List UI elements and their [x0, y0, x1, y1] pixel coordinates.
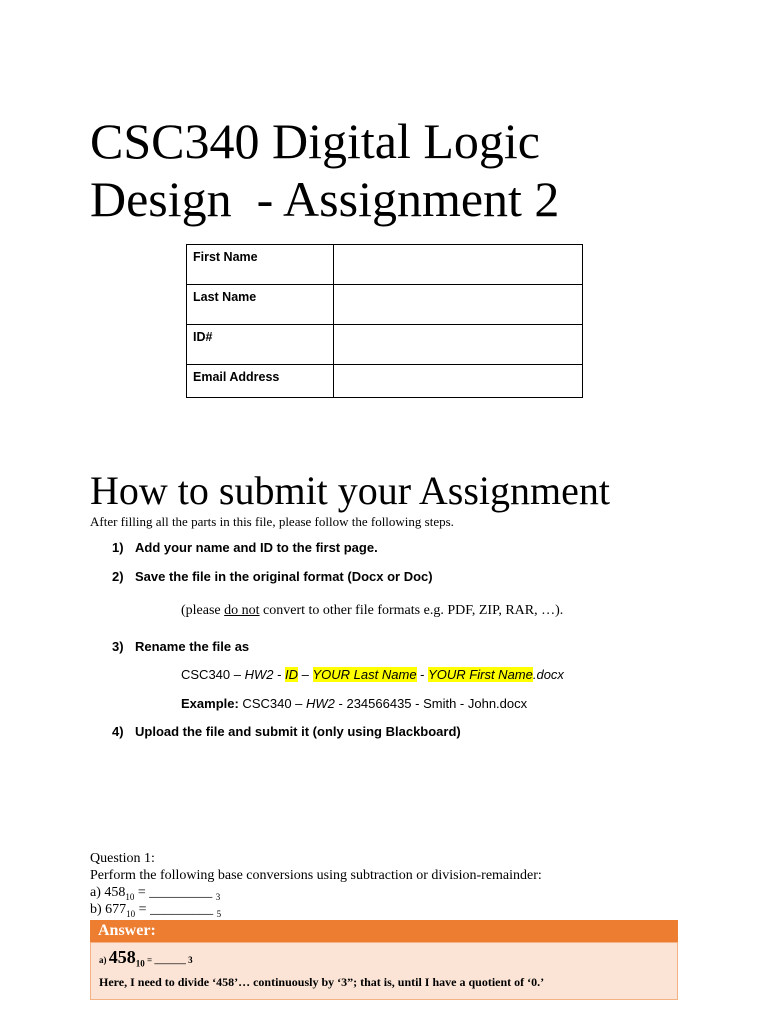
part-text: b) 677: [90, 902, 127, 917]
student-info-table: [186, 244, 583, 398]
step-number: 2): [112, 569, 124, 584]
filename-template: [181, 667, 564, 682]
example-part: HW2: [306, 696, 335, 711]
filename-part: -: [416, 667, 429, 682]
part-text: = _________: [134, 885, 216, 900]
table-row: [187, 325, 583, 365]
note-text: (please: [181, 603, 225, 618]
last-name-field[interactable]: [334, 285, 583, 325]
step-4: [112, 724, 461, 739]
answer-label: a): [99, 955, 109, 965]
step-number: 1): [112, 540, 124, 555]
question-prompt: Perform the following base conversions using subtraction or division-remainder:: [90, 868, 542, 883]
example-label: Example:: [181, 696, 239, 711]
step-text: Save the file in the original format (Docx or Doc): [135, 569, 433, 584]
filename-firstname-highlight: YOUR First Name: [428, 667, 533, 682]
last-name-label: Last Name: [187, 285, 334, 325]
title-line-1: CSC340 Digital Logic: [90, 113, 540, 169]
step-text: Upload the file and submit it (only using Blackboard): [135, 724, 461, 739]
answer-part-a: [99, 947, 193, 969]
filename-lastname-highlight: YOUR Last Name: [312, 667, 417, 682]
note-text: convert to other file formats e.g. PDF, ZIP, RAR, …).: [259, 603, 564, 618]
filename-part: CSC340 –: [181, 667, 245, 682]
id-label: ID#: [187, 325, 334, 365]
note-emphasis: do not: [224, 603, 260, 618]
step-text: Add your name and ID to the first page.: [135, 540, 378, 555]
email-label: Email Address: [187, 365, 334, 398]
part-text: a) 458: [90, 885, 126, 900]
filename-part: –: [298, 667, 313, 682]
answer-heading: Answer:: [90, 920, 678, 942]
example-part: CSC340 –: [238, 696, 307, 711]
format-note: [181, 603, 563, 619]
answer-box: [90, 942, 678, 1000]
step-3: [112, 639, 249, 654]
first-name-field[interactable]: [334, 245, 583, 285]
filename-part: -: [273, 667, 286, 682]
question-label: Question 1:: [90, 851, 155, 866]
filename-id-highlight: ID: [285, 667, 299, 682]
answer-explanation: Here, I need to divide ‘458’… continuously by ‘3”; that is, until I have a quotient of ‘0.’: [99, 975, 545, 989]
first-name-label: First Name: [187, 245, 334, 285]
title-line-2: Design - Assignment 2: [90, 171, 560, 227]
table-row: [187, 285, 583, 325]
step-1: [112, 540, 378, 555]
table-row: [187, 365, 583, 398]
filename-part: HW2: [244, 667, 274, 682]
id-field[interactable]: [334, 325, 583, 365]
submit-heading: How to submit your Assignment: [90, 468, 611, 513]
base-subscript: 10: [125, 891, 135, 902]
step-2: [112, 569, 433, 584]
example-part: - 234566435 - Smith - John.docx: [334, 696, 528, 711]
base-subscript: 10: [135, 958, 145, 969]
filename-example: [181, 696, 527, 711]
step-number: 4): [112, 724, 124, 739]
part-text: = _________: [135, 902, 217, 917]
answer-number: 458: [108, 947, 136, 967]
filename-ext: .docx: [532, 667, 564, 682]
email-field[interactable]: [334, 365, 583, 398]
step-text: Rename the file as: [135, 639, 250, 654]
table-row: [187, 245, 583, 285]
base-subscript: 3: [215, 891, 221, 902]
submit-intro: After filling all the parts in this file, please follow the following steps.: [90, 514, 454, 529]
document-title: [90, 112, 559, 228]
base-subscript: 5: [216, 908, 222, 919]
base-subscript: 10: [126, 908, 136, 919]
answer-rest: = _______ 3: [144, 955, 193, 965]
step-number: 3): [112, 639, 124, 654]
